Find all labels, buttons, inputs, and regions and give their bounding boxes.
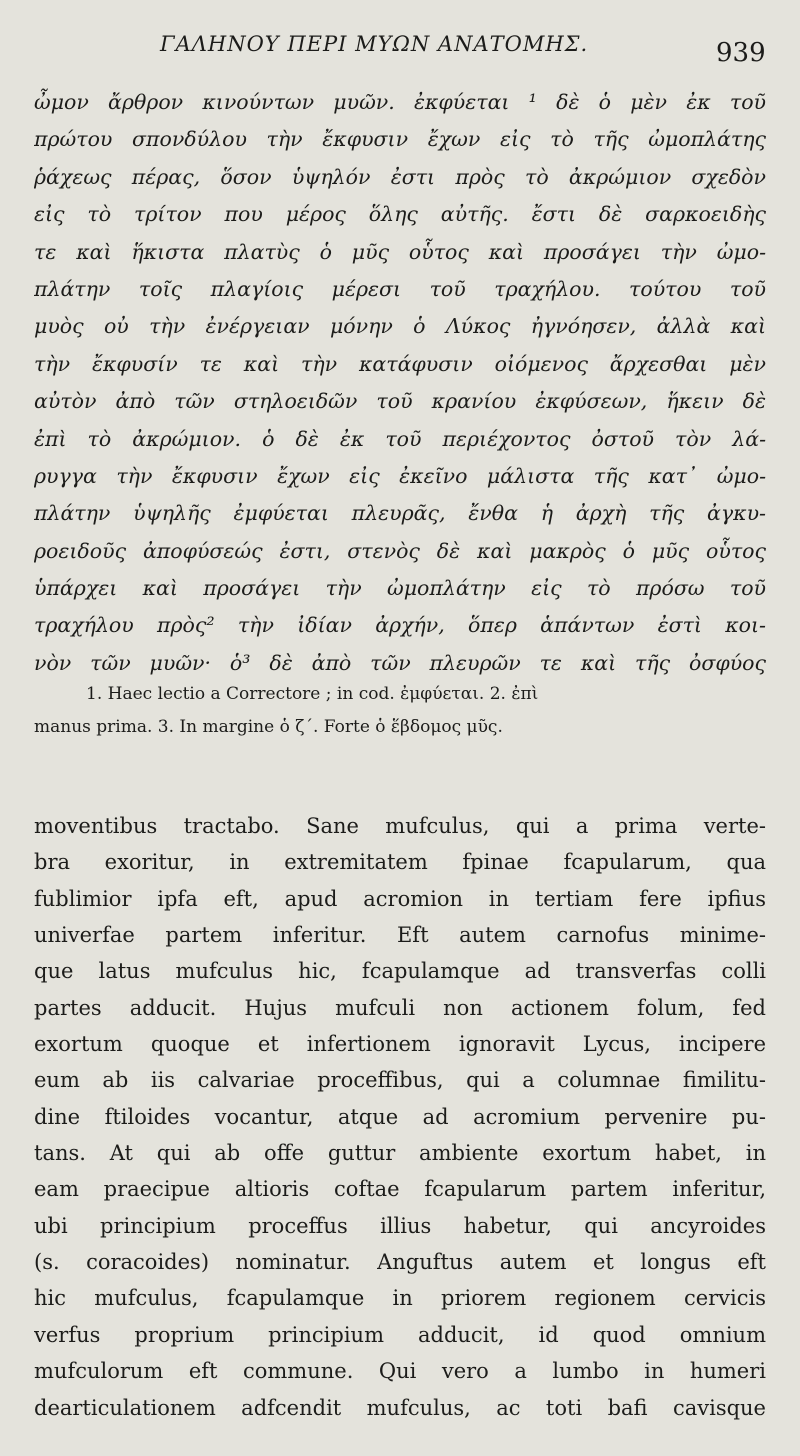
latin-line: exortum quoque et infertionem ignoravit Lycus, incipere [34,1032,766,1057]
greek-line: ῥάχεως πέρας, ὅσον ὑψηλόν ἐστι πρὸς τὸ ἀκρώμιον σχεδὸν [34,164,766,189]
greek-line: ἐπὶ τὸ ἀκρώμιον. ὁ δὲ ἐκ τοῦ περιέχοντος ὀστοῦ τὸν λά- [34,426,766,451]
greek-line: τε καὶ ἥκιστα πλατὺς ὁ μῦς οὗτος καὶ προσάγει τὴν ὠμο- [34,239,766,264]
latin-text-block [34,808,766,1426]
latin-line: dearticulationem adfcendit mufculus, ac toti bafi cavisque [34,1395,766,1420]
footnotes [34,678,766,744]
greek-line: εἰς τὸ τρίτον που μέρος ὅλης αὐτῆς. ἔστι δὲ σαρκοειδὴς [34,202,766,227]
latin-line: moventibus tractabo. Sane mufculus, qui a prima verte- [34,814,766,838]
footnote-line: manus prima. 3. In margine ὁ ζ΄. Forte ὁ ἕβδομος μῦς. [34,717,503,737]
greek-line: νὸν τῶν μυῶν· ὁ³ δὲ ἀπὸ τῶν πλευρῶν τε καὶ τῆς ὀσφύος [34,650,766,675]
greek-line: μυὸς οὐ τὴν ἐνέργειαν μόνην ὁ Λύκος ἠγνόησεν, ἀλλὰ καὶ [34,314,766,339]
footnote-line: 1. Haec lectio a Correctore ; in cod. ἐμφύεται. 2. ἐπὶ [86,684,539,704]
greek-line: ὑπάρχει καὶ προσάγει τὴν ὠμοπλάτην εἰς τὸ πρόσω τοῦ [34,576,766,601]
greek-line: τραχήλου πρὸς² τὴν ἰδίαν ἀρχήν, ὅπερ ἁπάντων ἐστὶ κοι- [34,613,766,638]
running-head: ΓΑΛΗΝΟΥ ΠΕΡΙ ΜΥΩΝ ΑΝΑΤΟΜΗΣ. [160,32,589,56]
latin-line: verfus proprium principium adducit, id quod omnium [34,1322,766,1347]
latin-line: univerfae partem inferitur. Eft autem carnofus minime- [34,923,766,948]
latin-line: mufculorum eft commune. Qui vero a lumbo in humeri [34,1359,766,1384]
greek-line: πλάτην τοῖς πλαγίοις μέρεσι τοῦ τραχήλου. τούτου τοῦ [34,276,766,301]
greek-line: ροειδοῦς ἀποφύσεώς ἐστι, στενὸς δὲ καὶ μακρὸς ὁ μῦς οὗτος [34,538,766,563]
greek-line: πλάτην ὑψηλῆς ἐμφύεται πλευρᾶς, ἔνθα ἡ ἀρχὴ τῆς ἀγκυ- [34,501,766,526]
latin-line: que latus mufculus hic, fcapulamque ad transverfas colli [34,959,766,984]
greek-line: ὦμον ἄρθρον κινούντων μυῶν. ἐκφύεται ¹ δὲ ὁ μὲν ἐκ τοῦ [34,90,766,114]
latin-line: hic mufculus, fcapulamque in priorem regionem cervicis [34,1286,766,1311]
latin-line: dine ftiloides vocantur, atque ad acromium pervenire pu- [34,1104,766,1129]
greek-text-block [34,84,766,682]
latin-line: partes adducit. Hujus mufculi non actionem folum, fed [34,995,766,1020]
latin-line: bra exoritur, in extremitatem fpinae fcapularum, qua [34,850,766,875]
latin-line: eam praecipue altioris coftae fcapularum partem inferitur, [34,1177,766,1202]
latin-line: eum ab iis calvariae proceffibus, qui a columnae fimilitu- [34,1068,766,1093]
greek-line: τὴν ἔκφυσίν τε καὶ τὴν κατάφυσιν οἰόμενος ἄρχεσθαι μὲν [34,351,766,376]
greek-line: πρώτου σπονδύλου τὴν ἔκφυσιν ἔχων εἰς τὸ τῆς ὠμοπλάτης [34,127,766,152]
greek-line: αὐτὸν ἀπὸ τῶν στηλοειδῶν τοῦ κρανίου ἐκφύσεων, ἥκειν δὲ [34,389,766,414]
page-number: 939 [716,38,766,68]
greek-line: ρυγγα τὴν ἔκφυσιν ἔχων εἰς ἐκεῖνο μάλιστα τῆς κατ᾽ ὠμο- [34,463,766,488]
latin-line: ubi principium proceffus illius habetur, qui ancyroides [34,1213,766,1238]
latin-line: fublimior ipfa eft, apud acromion in tertiam fere ipfius [34,886,766,911]
latin-line: tans. At qui ab offe guttur ambiente exortum habet, in [34,1141,766,1166]
latin-line: (s. coracoides) nominatur. Anguftus autem et longus eft [34,1250,766,1275]
